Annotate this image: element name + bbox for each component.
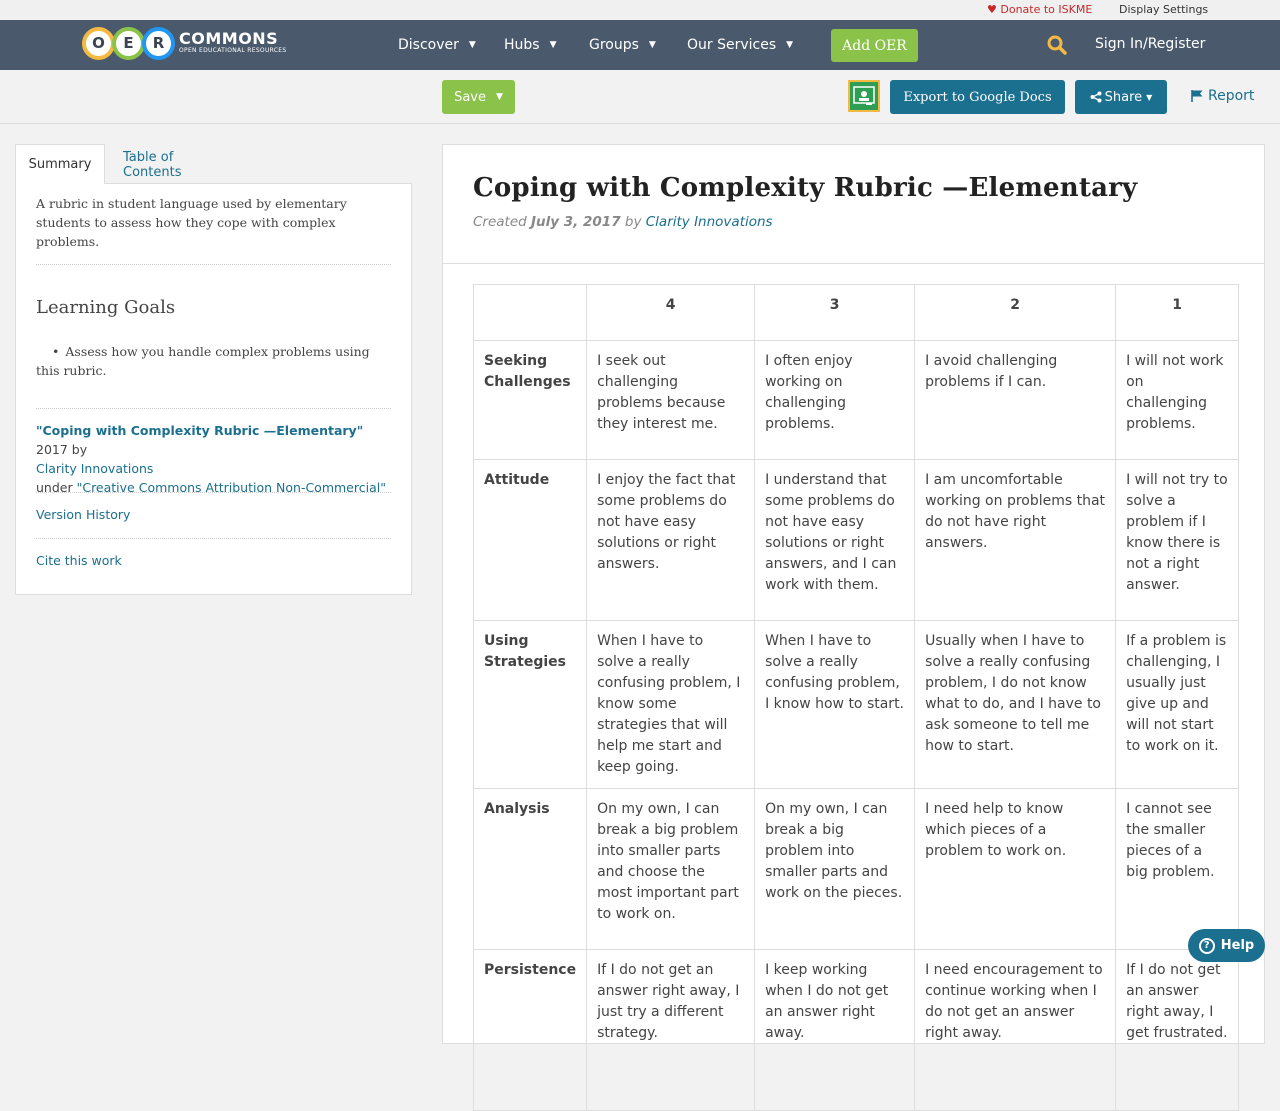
help-label: Help <box>1220 938 1255 953</box>
table-cell: I will not try to solve a problem if I know there is not a right answer. <box>1116 460 1239 621</box>
learning-goals-heading: Learning Goals <box>36 297 176 318</box>
table-header: 2 <box>915 285 1116 341</box>
row-label: Attitude <box>474 460 587 621</box>
table-cell: On my own, I can break a big problem into smaller parts and work on the pieces. <box>755 789 915 950</box>
table-cell: I need encouragement to continue working when I do not get an answer right away. <box>915 950 1116 1111</box>
resource-toolbar <box>0 70 1280 124</box>
table-cell: I keep working when I do not get an answer right away. <box>755 950 915 1111</box>
table-row <box>474 460 1239 621</box>
chevron-down-icon: ▼ <box>549 40 557 50</box>
table-cell: Usually when I have to solve a really confusing problem, I do not know what to do, and I have to ask someone to tell me how to start. <box>915 621 1116 789</box>
tab-table-of-contents[interactable]: Table of Contents <box>123 149 182 180</box>
logo-wordmark-title: COMMONS <box>179 29 279 48</box>
nav-groups[interactable] <box>589 20 656 70</box>
divider <box>36 408 391 409</box>
rubric-table <box>473 284 1239 1111</box>
table-cell: On my own, I can break a big problem into smaller parts and choose the most important part to work on. <box>587 789 755 950</box>
table-header: 1 <box>1116 285 1239 341</box>
chevron-down-icon: ▼ <box>786 40 794 50</box>
divider <box>36 492 391 493</box>
caret-down-icon: ▼ <box>1146 92 1153 102</box>
table-cell: If a problem is challenging, I usually just give up and will not start to work on it. <box>1116 621 1239 789</box>
table-header-row <box>474 285 1239 341</box>
learning-goal-text: Assess how you handle complex problems using this rubric. <box>36 344 370 378</box>
cite-this-work-link[interactable]: Cite this work <box>36 553 122 568</box>
chevron-down-icon: ▼ <box>468 40 476 50</box>
author-link[interactable]: Clarity Innovations <box>645 214 773 230</box>
row-label: Seeking Challenges <box>474 341 587 460</box>
main-nav <box>0 20 1280 70</box>
bullet-icon: • <box>52 344 60 359</box>
divider <box>36 264 391 265</box>
created-label: Created <box>473 214 527 230</box>
attribution <box>36 421 396 497</box>
created-date: July 3, 2017 <box>531 214 621 230</box>
table-cell: I seek out challenging problems because they interest me. <box>587 341 755 460</box>
help-button[interactable] <box>1188 929 1265 962</box>
divider <box>36 538 391 539</box>
oer-commons-logo[interactable] <box>82 25 287 61</box>
caret-down-icon: ▼ <box>496 92 503 102</box>
nav-discover-label: Discover <box>398 37 459 53</box>
nav-groups-label: Groups <box>589 37 639 53</box>
sign-in-register-link[interactable]: Sign In/Register <box>1095 36 1206 52</box>
table-cell: I understand that some problems do not have easy solutions or right answers, and I can work with them. <box>755 460 915 621</box>
question-icon: ? <box>1199 938 1215 954</box>
display-settings-link[interactable]: Display Settings <box>1119 3 1209 16</box>
table-cell: I will not work on challenging problems. <box>1116 341 1239 460</box>
share-label: Share <box>1104 89 1143 105</box>
table-cell: I cannot see the smaller pieces of a big problem. <box>1116 789 1239 950</box>
attribution-under: under <box>36 480 77 495</box>
table-cell: When I have to solve a really confusing problem, I know how to start. <box>755 621 915 789</box>
utility-bar <box>0 0 1280 20</box>
table-row <box>474 621 1239 789</box>
logo-wordmark <box>179 31 287 55</box>
table-cell: I need help to know which pieces of a problem to work on. <box>915 789 1116 950</box>
table-row <box>474 950 1239 1111</box>
attribution-work-link[interactable]: "Coping with Complexity Rubric —Elementary" <box>36 423 364 438</box>
version-history-link[interactable]: Version History <box>36 507 131 522</box>
table-cell: I enjoy the fact that some problems do not have easy solutions or right answers. <box>587 460 755 621</box>
learning-goal-item <box>36 342 371 380</box>
save-button[interactable] <box>442 80 515 114</box>
share-icon <box>1090 91 1102 103</box>
table-cell: I avoid challenging problems if I can. <box>915 341 1116 460</box>
table-cell: If I do not get an answer right away, I just try a different strategy. <box>587 950 755 1111</box>
save-label: Save <box>454 89 486 105</box>
by-label: by <box>624 214 642 230</box>
logo-letter-o: O <box>82 27 115 60</box>
nav-hubs-label: Hubs <box>504 37 540 53</box>
attribution-year: 2017 by <box>36 442 88 457</box>
export-google-docs-button[interactable]: Export to Google Docs <box>890 80 1065 114</box>
table-cell: I am uncomfortable working on problems that do not have right answers. <box>915 460 1116 621</box>
table-header <box>474 285 587 341</box>
heart-icon: ♥ <box>987 3 997 16</box>
table-header: 4 <box>587 285 755 341</box>
search-icon[interactable] <box>1047 35 1067 55</box>
table-cell: If I do not get an answer right away, I get frustrated. <box>1116 950 1239 1111</box>
table-cell: When I have to solve a really confusing problem, I know some strategies that will help me start and keep going. <box>587 621 755 789</box>
flag-icon <box>1190 89 1204 103</box>
license-link[interactable]: "Creative Commons Attribution Non-Commercial" <box>76 480 386 495</box>
resource-content <box>442 144 1265 1044</box>
attribution-author-link[interactable]: Clarity Innovations <box>36 461 154 476</box>
row-label: Analysis <box>474 789 587 950</box>
nav-our-services[interactable] <box>687 20 793 70</box>
resource-meta <box>473 214 773 230</box>
row-label: Persistence <box>474 950 587 1111</box>
row-label: Using Strategies <box>474 621 587 789</box>
logo-tagline: OPEN EDUCATIONAL RESOURCES <box>179 47 287 54</box>
table-cell: I often enjoy working on challenging problems. <box>755 341 915 460</box>
donate-link[interactable] <box>987 3 1092 16</box>
nav-our-services-label: Our Services <box>687 37 777 53</box>
report-link[interactable] <box>1190 88 1254 104</box>
resource-summary: A rubric in student language used by elementary students to assess how they cope with complex problems. <box>36 196 347 249</box>
table-header: 3 <box>755 285 915 341</box>
report-label: Report <box>1208 88 1255 104</box>
google-classroom-button[interactable] <box>848 80 880 112</box>
table-row <box>474 341 1239 460</box>
nav-discover[interactable] <box>398 20 476 70</box>
google-classroom-icon <box>853 86 875 106</box>
add-oer-button[interactable]: Add OER <box>831 29 918 62</box>
logo-letter-e: E <box>112 27 145 60</box>
chevron-down-icon: ▼ <box>648 40 656 50</box>
table-row <box>474 789 1239 950</box>
nav-hubs[interactable] <box>504 20 557 70</box>
tab-summary[interactable]: Summary <box>15 144 105 185</box>
divider <box>443 263 1264 264</box>
sidebar-tabs <box>15 144 412 184</box>
share-button[interactable] <box>1075 80 1167 114</box>
logo-letter-r: R <box>142 27 175 60</box>
summary-panel <box>15 184 412 595</box>
donate-label: Donate to ISKME <box>1000 3 1093 16</box>
page-title: Coping with Complexity Rubric —Elementary <box>473 173 1138 203</box>
